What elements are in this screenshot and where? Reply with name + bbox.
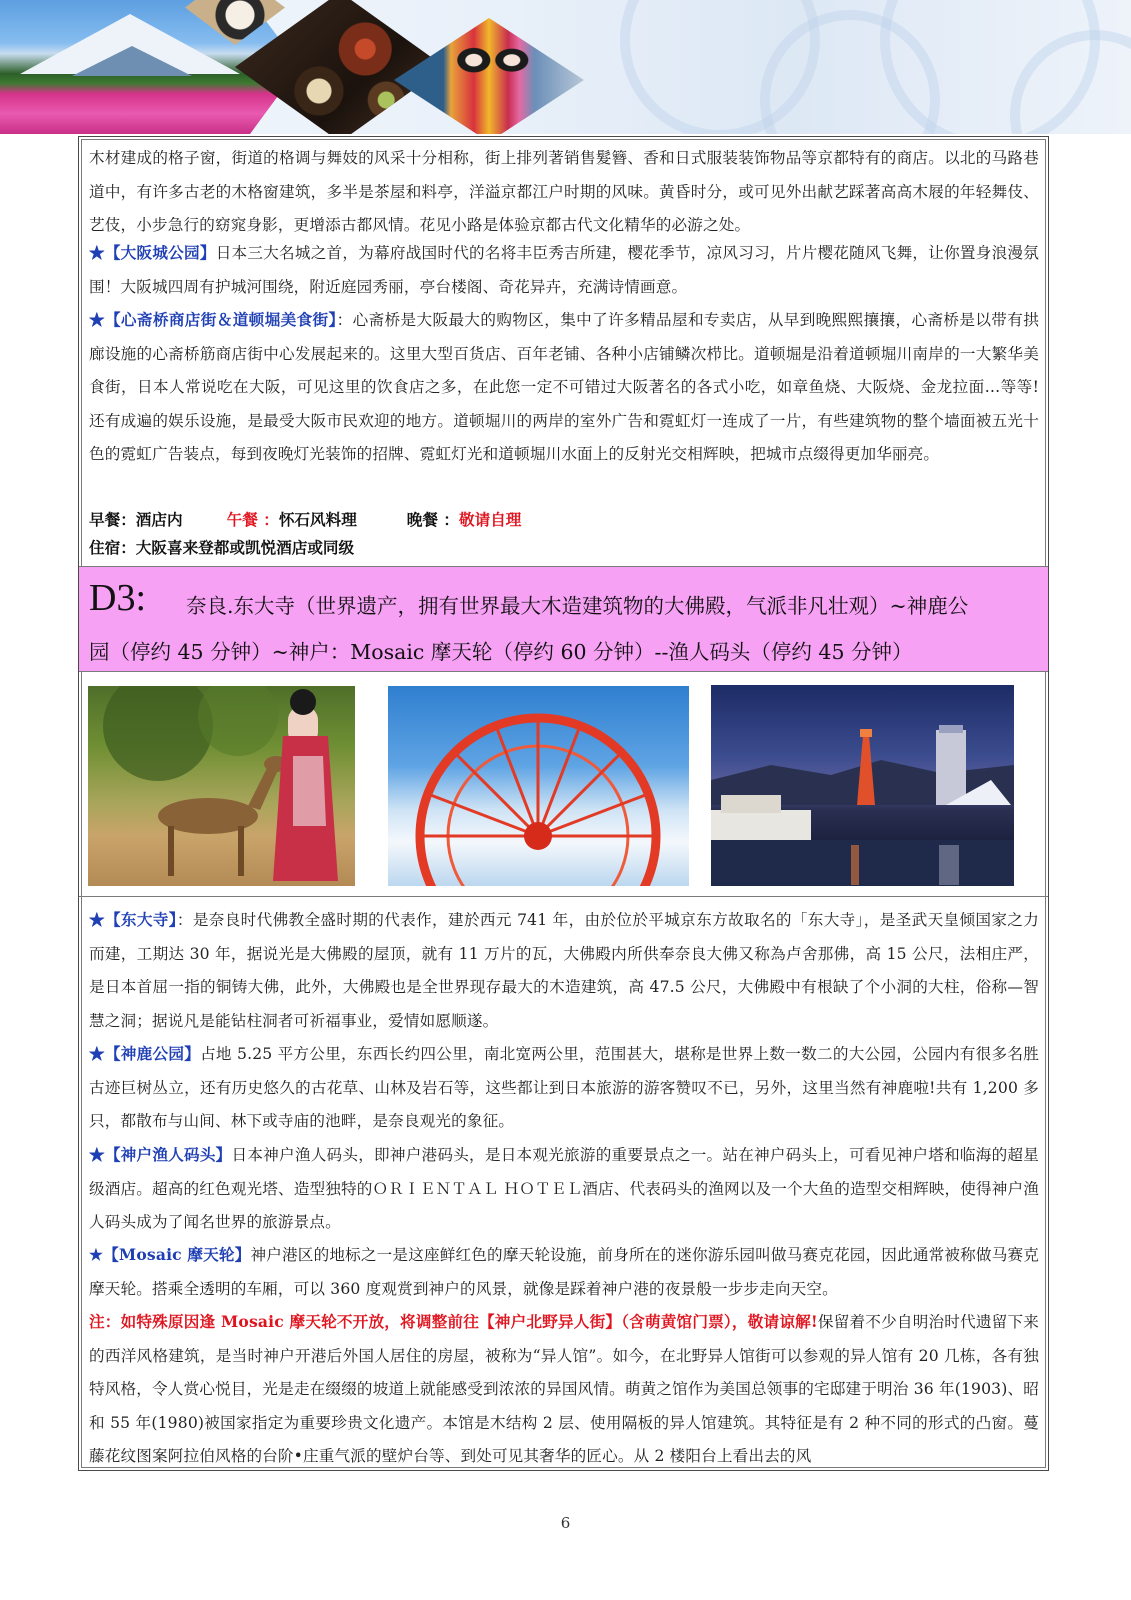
kitano-note-text: 保留着不少自明治时代遗留下来的西洋风格建筑，是当时神户开港后外国人居住的房屋，被称为“异人馆”。如今，在北野异人馆街可以参观的异人馆有 20 几栋，各有独特风格，令人赏心悦目，光是走在缀缀的坡道上就能感受到浓浓的异国风情。萌黄之馆作为美国总领事的宅邸建于明治 36 年(1903)、昭和 55 年(1980)被国家指定为重要珍贵文化遗产。本馆是木结构 2 层、使用隔板的异人馆建筑。其特征是有 2 种不同的形式的凸窗。蔓藤花纹图案阿拉伯风格的台阶•庄重气派的壁炉台等、到处可见其奢华的匠心。从 2 楼阳台上看出去的风	[89, 1313, 1039, 1466]
kobe-harbor-night-photo	[711, 685, 1014, 886]
hotel-label: 住宿：	[89, 538, 136, 557]
kitano-note-paragraph	[89, 1305, 1039, 1473]
mosaic-wheel-title: ★【Mosaic 摩天轮】	[89, 1245, 251, 1264]
todaiji-text: 是奈良时代佛教全盛时期的代表作，建於西元 741 年，由於位於平城京东方故取名的「东大寺」，是圣武天皇倾国家之力而建，工期达 30 年，据说光是大佛殿的屋顶，就有 11 万片的瓦，大佛殿内所供奉奈良大佛又称為卢舍那佛，高 15 公尺，法相庄严，是日本首屈一指的铜铸大佛，此外，大佛殿也是全世界现存最大的木造建筑，高 47.5 公尺，大佛殿中有根缺了个小洞的大柱，俗称—智慧之洞；据说凡是能钻柱洞者可祈福事业，爱情如愿顺遂。	[89, 911, 1039, 1030]
mosaic-ferris-wheel-photo	[388, 686, 689, 886]
lunch-value: 怀石风料理	[278, 510, 357, 529]
todaiji-paragraph	[89, 903, 1039, 1038]
mosaic-wheel-paragraph	[89, 1238, 1039, 1306]
geisha-photo	[394, 18, 584, 134]
day3-header	[79, 566, 1048, 672]
fisherman-wharf-paragraph	[89, 1138, 1039, 1240]
deer-park-title: ★【神鹿公园】	[89, 1044, 201, 1063]
osaka-castle-text: 日本三大名城之首，为幕府战国时代的名将丰臣秀吉所建，樱花季节，凉风习习，片片樱花随风飞舞，让你置身浪漫氛围！大阪城四周有护城河围绕，附近庭园秀丽，亭台楼阁、奇花异卉，充满诗情画意。	[89, 244, 1039, 296]
nara-deer-photo	[88, 686, 355, 886]
mosaic-wheel-text: 神户港区的地标之一是这座鲜红色的摩天轮设施，前身所在的迷你游乐园叫做马赛克花园，因此通常被称做马赛克摩天轮。搭乘全透明的车厢，可以 360 度观赏到神户的风景，就像是踩着神户港的夜景般一步步走向天空。	[89, 1246, 1039, 1298]
fisherman-wharf-text: 日本神户渔人码头，即神户港码头，是日本观光旅游的重要景点之一。站在神户码头上，可看见神户塔和临海的超星级酒店。超高的红色观光塔、造型独特的ＯＲＩＥＮＴＡＬ ＨＯＴＥＬ酒店、代表码头的渔网以及一个大鱼的造型交相辉映，使得神户渔人码头成为了闻名世界的旅游景点。	[89, 1146, 1039, 1232]
day3-title-line2: 园（停约 45 分钟）~神户：Mosaic 摩天轮（停约 60 分钟）--渔人码头（停约 45 分钟）	[89, 640, 913, 664]
osaka-castle-title: ★【大阪城公园】	[89, 243, 216, 262]
shinsaibashi-paragraph	[89, 303, 1039, 472]
shinsaibashi-title: ★【心斋桥商店街＆道顿堀美食街】	[89, 310, 337, 329]
meals-line	[89, 508, 521, 532]
dinner-label: 晚餐 ：	[406, 510, 460, 529]
hotel-value: 大阪喜来登都或凯悦酒店或同级	[135, 538, 355, 557]
deer-park-text: 占地 5.25 平方公里，东西长约四公里，南北宽两公里，范围甚大，堪称是世界上数一数二的大公园，公园内有很多名胜古迹巨树丛立，还有历史悠久的古花草、山林及岩石等，这些都让到日本旅游的游客赞叹不已，另外，这里当然有神鹿啦!共有 1,200 多只，都散布与山间、林下或寺庙的池畔，是奈良观光的象征。	[89, 1045, 1039, 1131]
fisherman-wharf-title: ★【神户渔人码头】	[89, 1145, 232, 1164]
osaka-castle-paragraph	[89, 236, 1039, 304]
day3-label: D3:	[89, 577, 146, 619]
dinner-value: 敬请自理	[459, 510, 522, 529]
breakfast-value: 酒店内	[135, 510, 183, 529]
kyoto-intro-paragraph: 木材建成的格子窗，街道的格调与舞妓的风采十分相称，街上排列著销售髮簪、香和日式服装装饰物品等京都特有的商店。以北的马路巷道中，有许多古老的木格窗建筑，多半是茶屋和料亭，洋溢京都江户时期的风味。黄昏时分，或可见外出献艺踩著高高木屐的年轻舞伎、艺伎，小步急行的窈窕身影，更增添古都风情。花见小路是体验京都古代文化精华的必游之处。	[89, 149, 1039, 235]
todaiji-title: ★【东大寺】	[89, 910, 177, 929]
kitano-note-title: 注：如特殊原因逢 Mosaic 摩天轮不开放，将调整前往【神户北野异人街】（含萌黄馆门票），敬请谅解!	[89, 1312, 818, 1331]
lunch-label: 午餐 ：	[226, 510, 279, 529]
deer-park-paragraph	[89, 1037, 1039, 1139]
shinsaibashi-colon: ：	[336, 311, 353, 329]
todaiji-colon: ：	[176, 911, 193, 929]
hotel-line	[89, 536, 354, 560]
shinsaibashi-text: 心斋桥是大阪最大的购物区，集中了许多精品屋和专卖店，从早到晚熙熙攘攘，心斋桥是以带有拱廊设施的心斋桥筋商店街中心发展起来的。这里大型百货店、百年老铺、各种小店铺鳞次栉比。道顿堀是沿着道顿堀川南岸的一大繁华美食街，日本人常说吃在大阪，可见这里的饮食店之多，在此您一定不可错过大阪著名的各式小吃，如章鱼烧、大阪烧、金龙拉面…等等!还有成遍的娱乐设施，是最受大阪市民欢迎的地方。道顿堀川的两岸的室外广告和霓虹灯一连成了一片，有些建筑物的整个墙面被五光十色的霓虹广告装点，每到夜晚灯光装饰的招牌、霓虹灯光和道顿堀川水面上的反射光交相辉映，把城市点缀得更加华丽亮。	[89, 311, 1039, 464]
page-number: 6	[560, 1514, 571, 1532]
day3-title-line1: 奈良.东大寺（世界遗产，拥有世界最大木造建筑物的大佛殿，气派非凡壮观）~神鹿公	[186, 594, 969, 618]
divider-line	[79, 896, 1048, 897]
header-banner	[0, 0, 1131, 134]
breakfast-label: 早餐：	[89, 510, 136, 529]
